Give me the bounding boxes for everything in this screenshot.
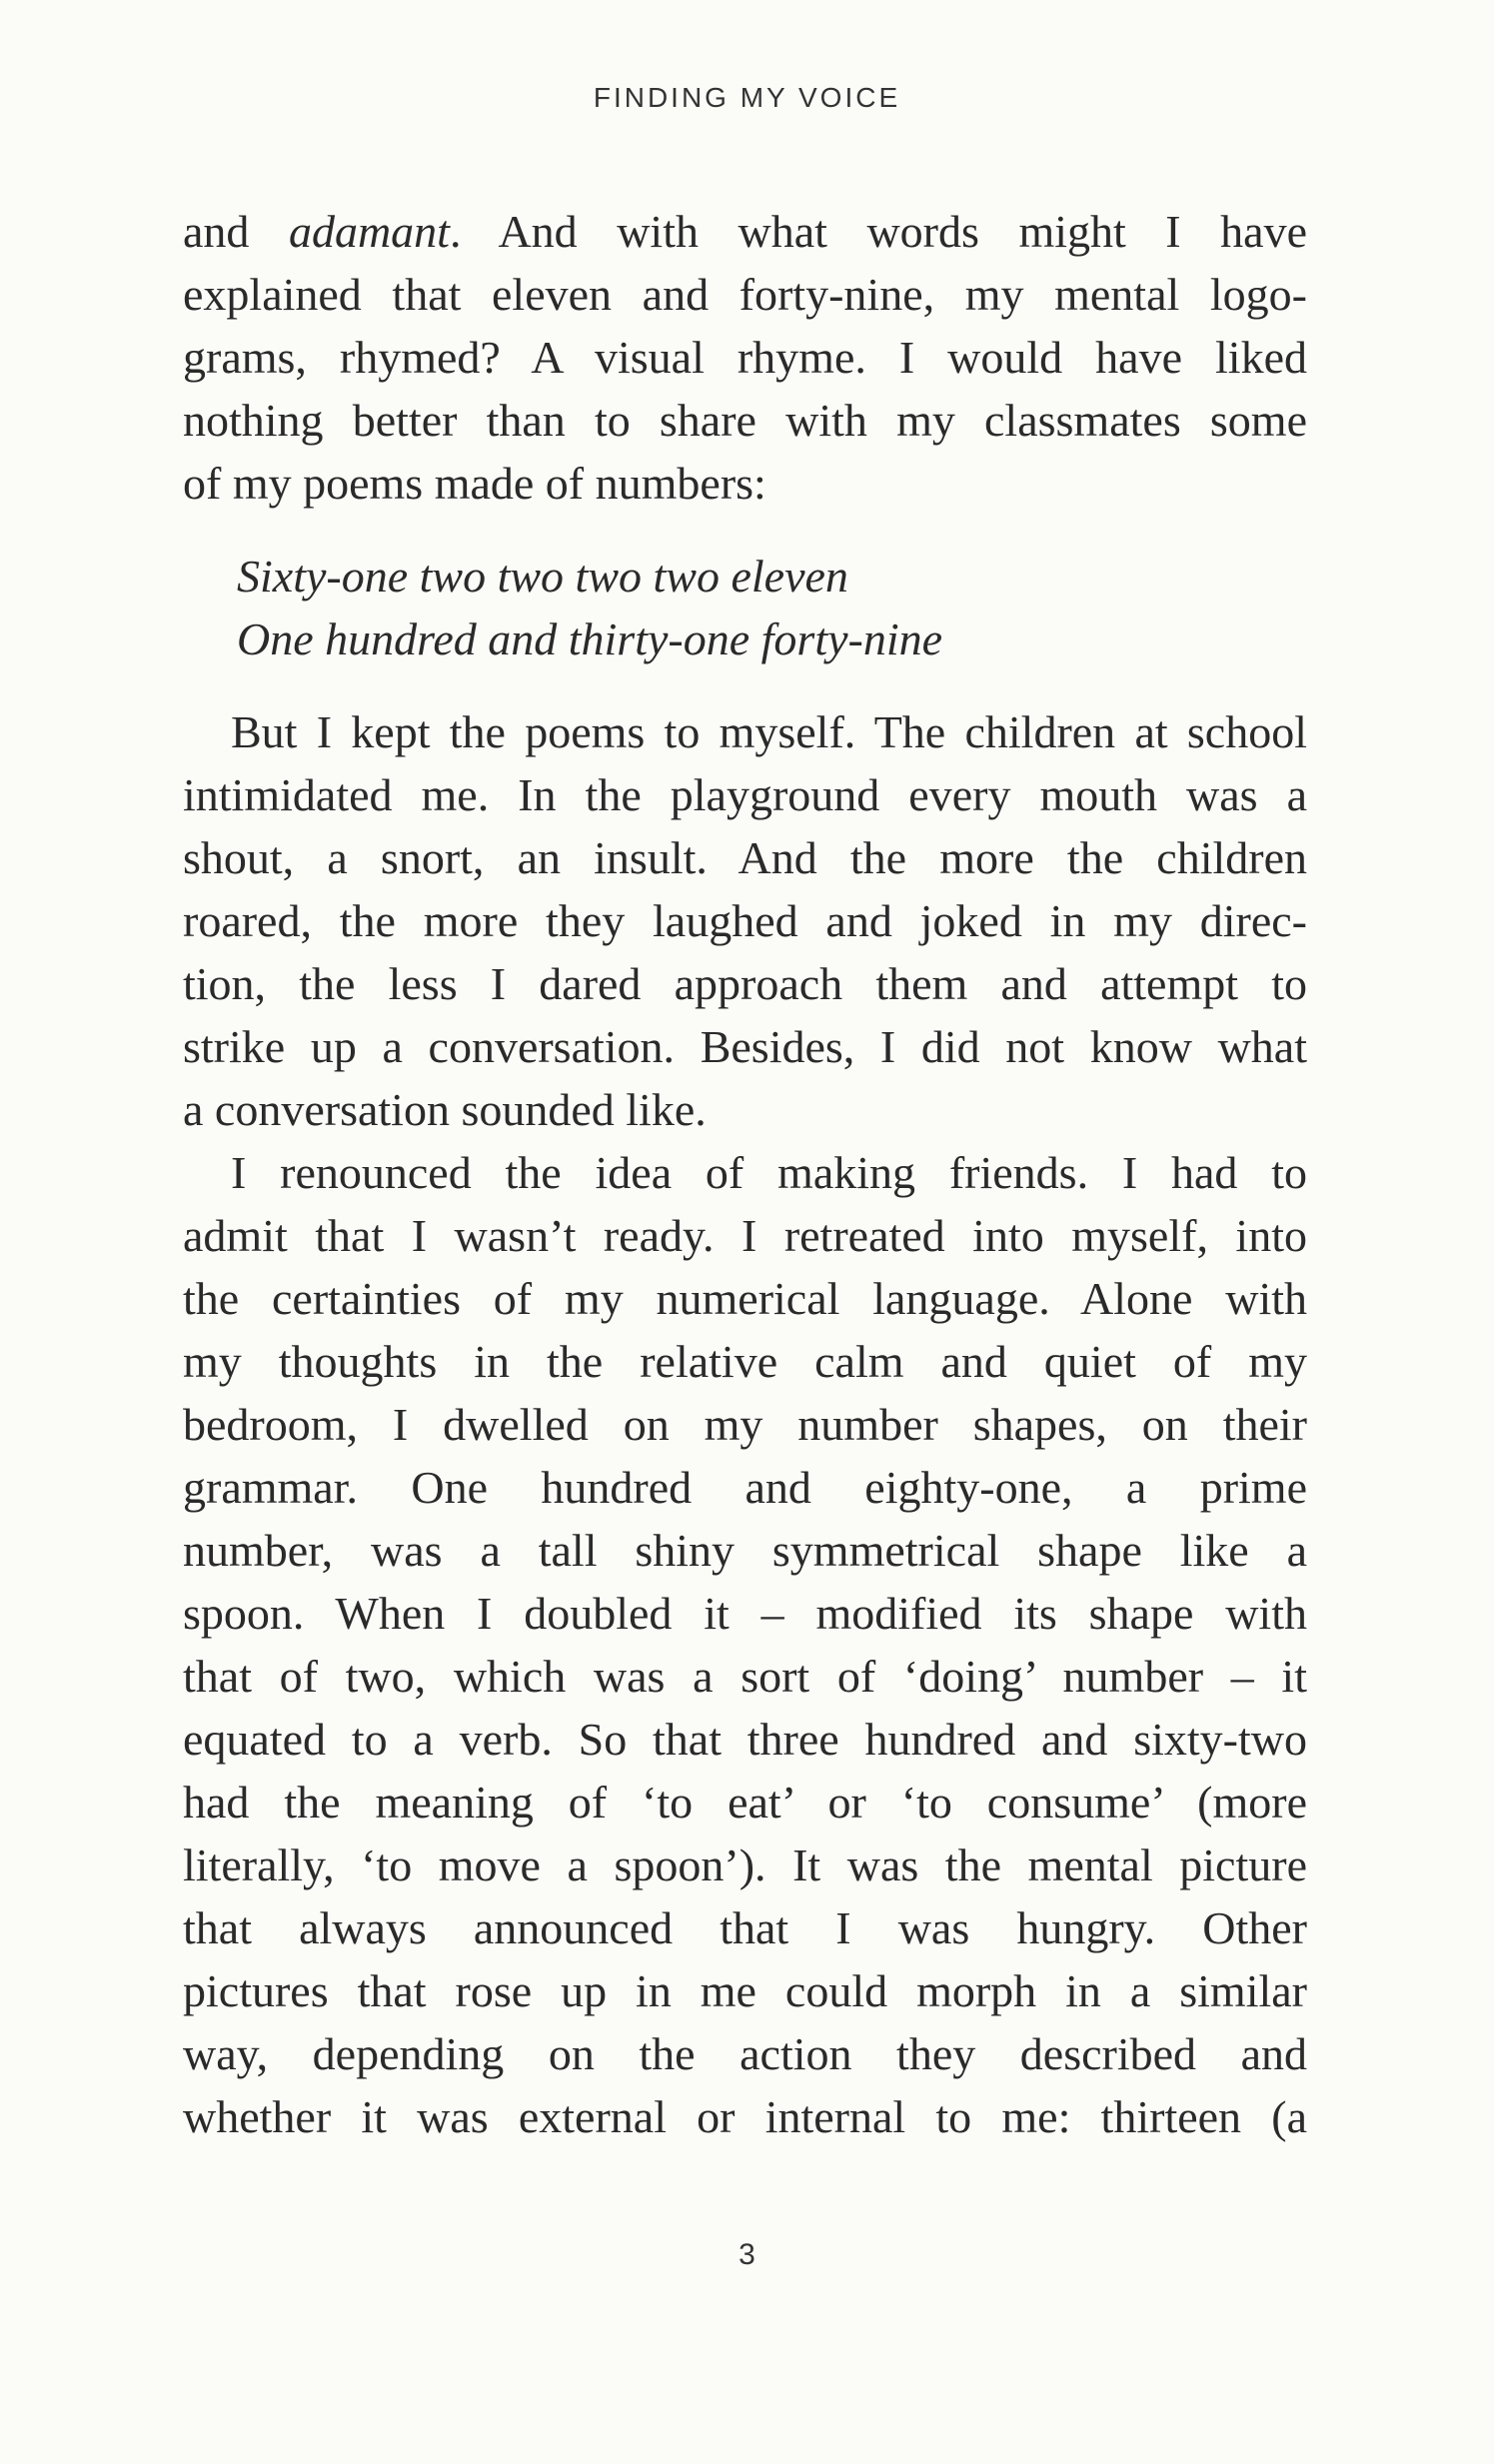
text-line: the certainties of my numerical language. Alone with bbox=[183, 1273, 1307, 1324]
page-number: 3 bbox=[739, 2238, 755, 2271]
running-head: FINDING MY VOICE bbox=[593, 82, 901, 113]
text-line: bedroom, I dwelled on my number shapes, on their bbox=[183, 1399, 1307, 1450]
text-line: strike up a conversation. Besides, I did not know what bbox=[183, 1021, 1307, 1072]
text-line: roared, the more they laughed and joked in my direc- bbox=[183, 895, 1307, 946]
text-line: my thoughts in the relative calm and quiet of my bbox=[183, 1336, 1307, 1387]
text-line: way, depending on the action they described and bbox=[183, 2028, 1307, 2079]
emphasis-word: adamant bbox=[288, 206, 450, 257]
text-line: of my poems made of numbers: bbox=[183, 458, 766, 509]
text-span: and bbox=[183, 206, 289, 257]
text-line: shout, a snort, an insult. And the more the children bbox=[183, 832, 1307, 883]
text-line: had the meaning of ‘to eat’ or ‘to consume’ (more bbox=[183, 1777, 1307, 1828]
text-line: explained that eleven and forty-nine, my mental logo- bbox=[183, 269, 1307, 320]
text-line: number, was a tall shiny symmetrical shape like a bbox=[183, 1525, 1307, 1576]
text-line: pictures that rose up in me could morph in a similar bbox=[183, 1965, 1307, 2016]
text-line: tion, the less I dared approach them and attempt to bbox=[183, 958, 1307, 1009]
poem-line: Sixty-one two two two two eleven bbox=[237, 551, 848, 602]
text-line: intimidated me. In the playground every mouth was a bbox=[183, 769, 1307, 820]
body-text bbox=[183, 200, 1307, 2148]
text-line: a conversation sounded like. bbox=[183, 1084, 707, 1135]
text-span: . And with what words might I have bbox=[449, 206, 1307, 257]
number-poem bbox=[183, 545, 1307, 670]
text-line: grams, rhymed? A visual rhyme. I would have liked bbox=[183, 332, 1307, 383]
text-line: I renounced the idea of making friends. I had to bbox=[231, 1147, 1307, 1198]
text-line: grammar. One hundred and eighty-one, a prime bbox=[183, 1462, 1307, 1513]
paragraph-1 bbox=[183, 200, 1307, 515]
text-line: that always announced that I was hungry. Other bbox=[183, 1902, 1307, 1953]
text-line: nothing better than to share with my classmates some bbox=[183, 395, 1307, 446]
text-line: But I kept the poems to myself. The children at school bbox=[231, 706, 1307, 757]
text-line: spoon. When I doubled it – modified its shape with bbox=[183, 1588, 1307, 1639]
text-line: that of two, which was a sort of ‘doing’ number – it bbox=[183, 1651, 1307, 1702]
poem-line: One hundred and thirty-one forty-nine bbox=[237, 614, 943, 664]
text-line: literally, ‘to move a spoon’). It was the mental picture bbox=[183, 1840, 1307, 1890]
text-line: whether it was external or internal to me: thirteen (a bbox=[183, 2091, 1307, 2142]
paragraph-3 bbox=[183, 1141, 1307, 2148]
paragraph-2 bbox=[183, 700, 1307, 1141]
text-line: equated to a verb. So that three hundred and sixty-two bbox=[183, 1714, 1307, 1765]
text-line: admit that I wasn’t ready. I retreated into myself, into bbox=[183, 1210, 1307, 1261]
text-line bbox=[183, 200, 1307, 263]
